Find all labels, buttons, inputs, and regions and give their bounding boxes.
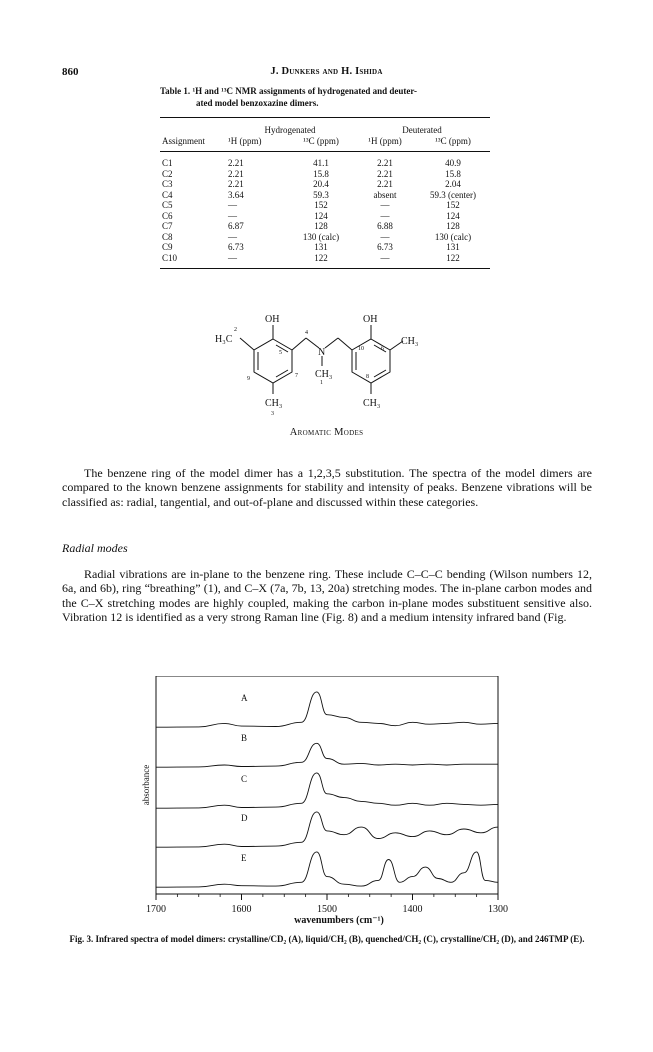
table-cell: 59.3 (center) — [430, 189, 476, 200]
table-cell: 3.64 — [228, 189, 244, 200]
column-header: Assignment — [160, 136, 226, 152]
ir-spectra-figure — [125, 676, 525, 930]
benzoxazine-dimer-structure — [205, 308, 445, 426]
trace-label: B — [241, 733, 248, 743]
table-row — [160, 152, 490, 169]
table-cell: 130 (calc) — [434, 231, 472, 242]
table-cell: — — [226, 253, 288, 269]
ch3-label-bottom-right: CH₃ — [363, 398, 381, 409]
table-cell: 130 (calc) — [302, 231, 340, 242]
table-cell: 122 — [416, 253, 490, 269]
running-head: J. Dunkers and H. Ishida — [270, 66, 383, 77]
table-cell: absent — [373, 189, 397, 200]
table-cell: — — [228, 231, 237, 242]
table-caption-line2: ated model benzoxazine dimers. — [196, 97, 319, 108]
oh-label-right: OH — [363, 314, 378, 325]
x-tick-label: 1600 — [231, 904, 252, 915]
table-cell: 6.88 — [377, 221, 393, 231]
table-cell: 2.04 — [445, 179, 461, 189]
table-cell: C8 — [162, 231, 173, 242]
table-cell: C4 — [162, 189, 173, 200]
spectrum-trace-d — [156, 812, 498, 847]
figure-caption: Fig. 3. Infrared spectra of model dimers: crystalline/CD₂ (A), liquid/CH₂ (B), quenched/CH₂ (C), crystalline/CH₂ (D), and 246TMP (E). — [69, 934, 585, 944]
table-row — [160, 179, 490, 190]
table-cell: 2.21 — [228, 179, 244, 189]
table-cell: 2.21 — [228, 158, 244, 168]
n-methyl-label: CH₃ — [315, 369, 333, 380]
column-header: ¹H (ppm) — [226, 136, 288, 152]
h3c-label: H₃C — [215, 334, 233, 345]
x-axis-label: wavenumbers (cm⁻¹) — [294, 915, 384, 926]
table-cell: 128 — [314, 221, 328, 231]
table-cell: — — [380, 210, 390, 221]
table-cell: C9 — [162, 242, 173, 252]
nitrogen-label: N — [318, 347, 326, 358]
position-number: 8 — [366, 374, 369, 380]
table-cell: 152 — [446, 200, 460, 210]
table-cell: 152 — [314, 200, 328, 210]
table-row — [160, 211, 490, 222]
table-cell: 2.21 — [377, 168, 393, 179]
table-row — [160, 232, 490, 243]
table-caption-line1: ¹H and ¹³C NMR assignments of hydrogenated and deuter- — [192, 86, 418, 96]
position-number: 3 — [271, 411, 274, 417]
table-cell: C6 — [162, 210, 173, 221]
table-cell: C1 — [162, 158, 173, 168]
position-number: 5 — [279, 350, 282, 356]
column-header: ¹³C (ppm) — [288, 136, 354, 152]
x-axis — [146, 894, 508, 915]
oh-label-left: OH — [265, 314, 280, 325]
table-row — [160, 169, 490, 180]
x-tick-label: 1700 — [146, 904, 166, 915]
table-cell: 6.73 — [377, 242, 393, 252]
table-cell: 122 — [288, 253, 354, 269]
table-cell: — — [228, 210, 237, 221]
table-cell: 15.8 — [445, 168, 461, 179]
spectrum-trace-c — [156, 773, 498, 808]
table-cell: 59.3 — [313, 189, 329, 200]
table-cell: 15.8 — [313, 168, 329, 179]
table-row — [160, 200, 490, 211]
trace-label: A — [241, 693, 248, 703]
position-number: 7 — [295, 373, 298, 379]
table-row — [160, 190, 490, 201]
section-heading: Radial modes — [62, 541, 128, 555]
column-header: ¹H (ppm) — [354, 136, 416, 152]
ch3-label-bottom-left: CH₃ — [265, 398, 283, 409]
trace-labels — [241, 693, 248, 863]
structure-title: Aromatic Modes — [289, 427, 364, 438]
position-number: 10 — [358, 346, 364, 352]
table-cell: — — [380, 231, 390, 242]
x-tick-label: 1300 — [488, 904, 508, 915]
ch3-label-right: CH₃ — [401, 336, 419, 347]
position-number: 4 — [305, 330, 308, 336]
group-header-hydrogenated: Hydrogenated — [226, 118, 354, 136]
table-cell: 131 — [446, 242, 460, 252]
table-cell: 40.9 — [445, 158, 461, 168]
x-tick-label: 1400 — [402, 904, 423, 915]
table-cell: 124 — [446, 210, 460, 221]
table-cell: 6.87 — [228, 221, 244, 231]
page-number: 860 — [62, 66, 79, 78]
body-paragraph: Radial vibrations are in-plane to the benzene ring. These include C–C–C bending (Wilson numbers 12, 6a, and 6b), ring “breathing” (1), and C–X (7a, 7b, 13, 20a) stretching modes. The in-plane carbon modes and the C–X stretching modes are highly coupled, making the carbon in-plane modes substituent sensitive also. Vibration 12 is identified as a very strong Raman line (Fig. 8) and a medium intensity infrared band (Fig. — [62, 567, 592, 625]
trace-label: D — [241, 813, 248, 823]
table-row — [160, 253, 490, 269]
table-cell: 2.21 — [377, 179, 393, 189]
table-cell: C10 — [160, 253, 226, 269]
position-number: 1 — [320, 380, 323, 386]
trace-label: C — [241, 774, 248, 784]
table-cell: 41.1 — [313, 158, 329, 168]
nmr-table-body — [160, 152, 490, 269]
table-cell: — — [354, 253, 416, 269]
table-caption-label: Table 1. — [160, 86, 191, 96]
position-number: 2 — [234, 327, 237, 333]
nmr-table — [160, 117, 490, 269]
table-cell: C7 — [162, 221, 173, 231]
table-cell: 2.21 — [377, 158, 393, 168]
table-cell: 128 — [446, 221, 460, 231]
table-row — [160, 242, 490, 253]
column-header: ¹³C (ppm) — [416, 136, 490, 152]
spectrum-trace-e — [156, 852, 498, 887]
position-number: 9 — [247, 376, 250, 382]
table-cell: 2.21 — [228, 168, 244, 179]
table-cell: C2 — [162, 168, 173, 179]
spectrum-trace-b — [156, 743, 498, 767]
x-tick-label: 1500 — [317, 904, 337, 915]
spectra-traces — [156, 692, 498, 887]
spectrum-trace-a — [156, 692, 498, 727]
table-cell: — — [228, 200, 237, 210]
table-cell: 20.4 — [313, 179, 329, 189]
y-axis-label: absorbance — [141, 764, 151, 806]
plot-frame — [156, 676, 498, 894]
table-row — [160, 221, 490, 232]
table-cell: 6.73 — [228, 242, 244, 252]
table-cell: 131 — [314, 242, 328, 252]
body-paragraph: The benzene ring of the model dimer has a 1,2,3,5 substitution. The spectra of the model dimers are compared to the known benzene assignments for stability and intensity of peaks. Benzene vibrations will be classified as: radial, tangential, and out-of-plane and discussed within these categories. — [62, 466, 592, 509]
table-cell: C5 — [162, 200, 173, 210]
table-cell: 124 — [314, 210, 328, 221]
group-header-deuterated: Deuterated — [354, 118, 490, 136]
position-number: 6 — [381, 346, 384, 352]
left-ring — [254, 339, 292, 383]
trace-label: E — [241, 853, 247, 863]
table-cell: C3 — [162, 179, 173, 189]
table-cell: — — [380, 200, 390, 210]
table-caption — [160, 86, 490, 109]
